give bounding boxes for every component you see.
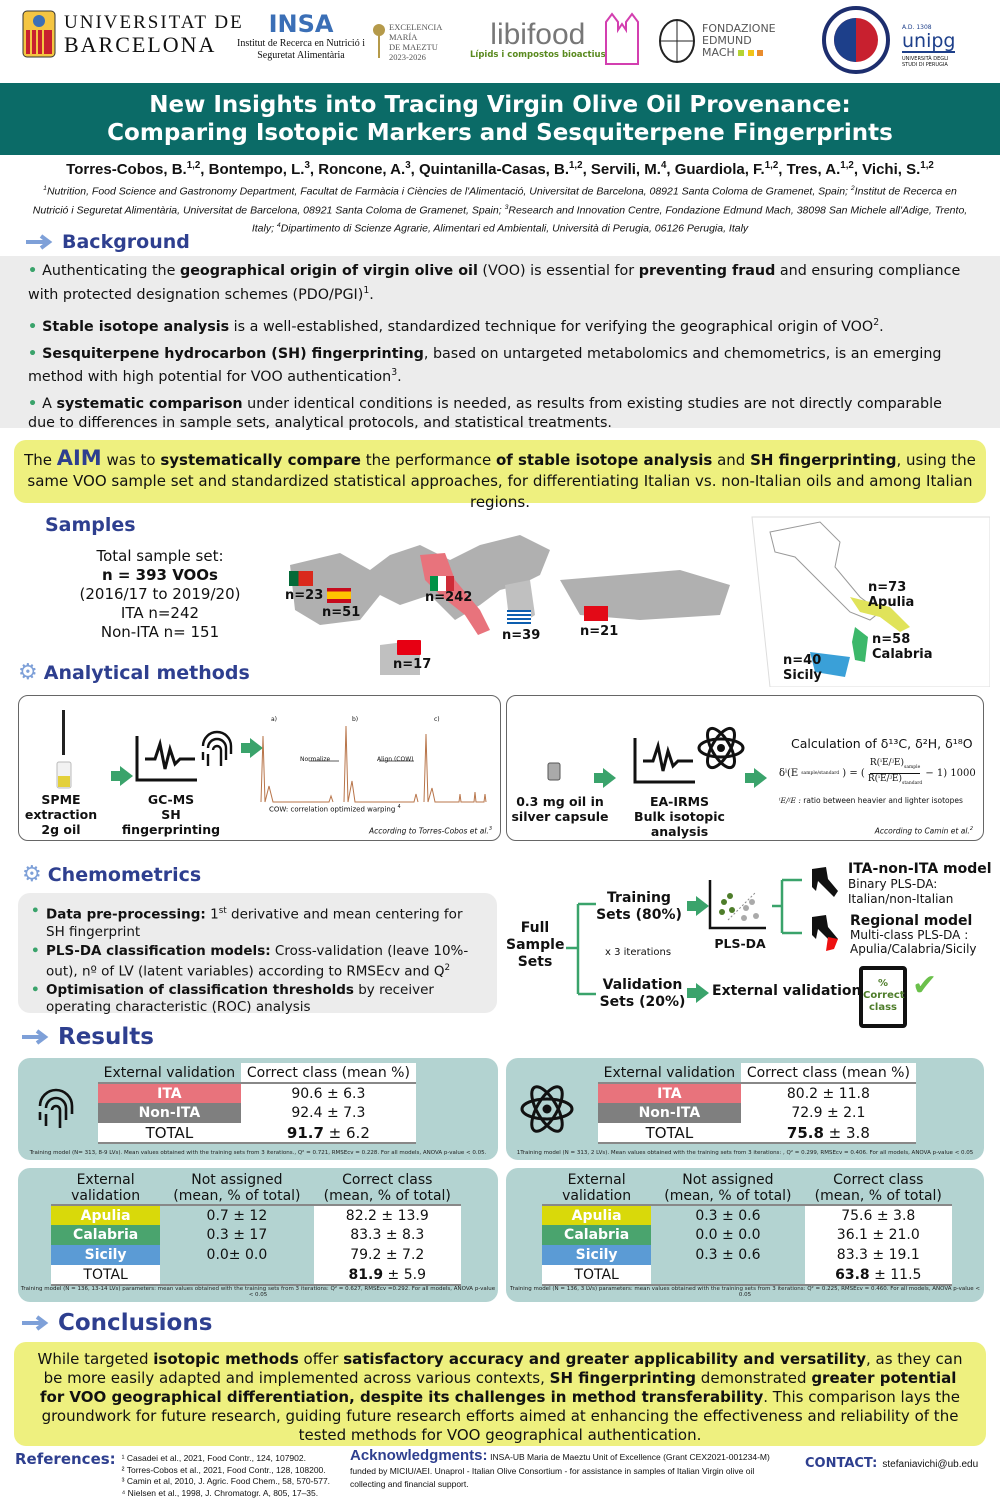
chromatogram-icon bbox=[135, 734, 205, 784]
conclusions-heading bbox=[22, 1310, 212, 1336]
title-line2: Comparing Isotopic Markers and Sesquiterpene Fingerprints bbox=[107, 120, 893, 146]
contact-email[interactable]: stefaniavichi@ub.edu bbox=[882, 1459, 979, 1470]
normalize-label: Normalize bbox=[300, 756, 331, 763]
text-segment: and bbox=[712, 451, 751, 469]
text-segment: , Roncone, A. bbox=[309, 161, 406, 178]
ub-line1: UNIVERSITAT DE bbox=[64, 12, 244, 33]
aim-box bbox=[14, 440, 986, 511]
results-table bbox=[598, 1063, 916, 1144]
text-segment: , based on untargeted metabolomics and chemometrics, is an emerging method with high potential for VOO authentication bbox=[28, 345, 942, 386]
background-heading bbox=[26, 231, 190, 253]
acknowledgments-label: Acknowledgments: bbox=[350, 1447, 488, 1464]
superscript: 1,2 bbox=[186, 160, 201, 171]
logo-bar bbox=[0, 0, 1000, 82]
table-row: Sicily 0.0± 0.0 79.2 ± 7.2 bbox=[51, 1245, 461, 1265]
superscript: 3 bbox=[391, 367, 398, 379]
table-footnote: Training model (N = 136, 3 LVs) parameters: mean values obtained with the training sets from 3 iterations: Q² = 0.225, RMSEcv = 0.460. For all models, ANOVA p-value < 0.05 bbox=[510, 1286, 980, 1298]
superscript: 2 bbox=[850, 185, 855, 192]
text-segment: , Bontempo, L. bbox=[200, 161, 305, 178]
superscript: 1 bbox=[363, 285, 370, 296]
flow-arrow-icon bbox=[120, 766, 133, 786]
reference-item: ⁴ Nielsen et al., 1998, J. Chromatogr. A, 805, 17–35. bbox=[121, 1487, 319, 1498]
tunisia-flag-icon bbox=[397, 640, 421, 655]
country-count: n=51 bbox=[322, 605, 361, 620]
aim-text bbox=[27, 451, 976, 511]
regional-model: Regional model Multi-class PLS-DA : Apulia/Calabria/Sicily bbox=[850, 913, 977, 956]
column-header: External validation bbox=[542, 1172, 651, 1205]
panel-label: c) bbox=[434, 716, 440, 723]
iso-step1-label: 0.3 mg oil in silver capsule bbox=[511, 794, 609, 824]
flow-arrow-icon bbox=[754, 768, 767, 788]
bullet-icon: • bbox=[28, 318, 43, 335]
chemometrics-bullet bbox=[46, 943, 483, 981]
sh-step2-label: GC-MS SH fingerprinting bbox=[121, 792, 221, 837]
column-header: Correct class (mean, % of total) bbox=[314, 1172, 461, 1205]
panel-label: a) bbox=[271, 716, 278, 723]
superscript: 3 bbox=[304, 160, 310, 171]
references-label: References: bbox=[15, 1450, 116, 1468]
sample-line: (2016/17 to 2019/20) bbox=[79, 585, 241, 603]
text-segment: A bbox=[42, 396, 57, 413]
plsda-scatter-icon bbox=[708, 880, 768, 930]
arrow-right-icon bbox=[22, 1315, 52, 1331]
bold-text: Stable isotope analysis bbox=[42, 318, 230, 335]
bullet-icon: • bbox=[28, 396, 43, 413]
bold-text: systematic comparison bbox=[56, 396, 243, 413]
reference-item: ³ Camin et al, 2010, J. Agric. Food Chem., 58, 570-577. bbox=[121, 1476, 331, 1486]
text-segment: Authenticating the bbox=[42, 263, 180, 279]
region-apulia: n=73 Apulia bbox=[868, 580, 915, 610]
table-total-row: TOTAL 91.7 ± 6.2 bbox=[98, 1123, 416, 1143]
table-total-row: TOTAL 81.9 ± 5.9 bbox=[51, 1265, 461, 1285]
bold-text: Data pre-processing: bbox=[46, 906, 206, 923]
maeztu-line: EXCELENCIA bbox=[389, 22, 443, 32]
text-segment: Torres-Cobos, B. bbox=[66, 161, 187, 178]
text-segment: , Quintanilla-Casas, B. bbox=[410, 161, 569, 178]
table-total-row: TOTAL 75.8 ± 3.8 bbox=[598, 1123, 916, 1143]
text-segment: is a well-established, standardized technique for verifying the geographical origin of VOO bbox=[229, 318, 874, 335]
align-label: Align (COW) bbox=[377, 756, 414, 763]
italy-silhouette-icon bbox=[808, 865, 842, 903]
superscript: 1,2 bbox=[764, 160, 779, 171]
table-footnote: 1Training model (N = 313, 2 LVs). Mean values obtained with the training sets from 3 iterations: , Q² = 0.299, RMSEcv = 0.406. For all models, ANOVA p-value < 0.05 bbox=[516, 1150, 974, 1156]
validation-sets: Validation Sets (20%) bbox=[599, 977, 686, 1010]
insa-subtitle: Institut de Recerca en Nutrició i Seguretat Alimentària bbox=[236, 38, 365, 61]
references bbox=[15, 1450, 330, 1499]
maeztu-line: MARÍA bbox=[389, 32, 418, 42]
training-sets: Training Sets (80%) bbox=[596, 890, 682, 923]
perugia-seal-icon bbox=[822, 6, 890, 74]
text-segment: . This comparison lays the groundwork for future research, guiding future research efforts aimed at enhancing the effectiveness and reliability of the tested methods for VOO geographical authentication. bbox=[41, 1388, 960, 1444]
clipboard-icon: % Correct class bbox=[859, 966, 907, 1028]
superscript: 3 bbox=[405, 160, 411, 171]
iso-regional-results bbox=[506, 1168, 984, 1302]
text-segment: the performance bbox=[360, 451, 496, 469]
table-row: Non-ITA 72.9 ± 2.1 bbox=[598, 1103, 916, 1123]
results-table bbox=[98, 1063, 416, 1144]
fem-logo bbox=[658, 18, 776, 64]
column-header: External validation bbox=[598, 1063, 741, 1083]
sample-line: ITA n=242 bbox=[120, 604, 200, 622]
chemometrics-flow bbox=[500, 850, 1000, 1030]
column-header: External validation bbox=[98, 1063, 241, 1083]
atom-icon bbox=[520, 1082, 574, 1136]
external-validation-label: External validation bbox=[712, 983, 862, 999]
flow-arrow-icon bbox=[696, 983, 709, 1003]
ub-logo bbox=[22, 10, 244, 58]
chemometrics-bullet bbox=[46, 982, 483, 1016]
bold-text: preventing fraud bbox=[638, 263, 776, 279]
text-segment: offer bbox=[298, 1350, 344, 1368]
table-row: Sicily 0.3 ± 0.6 83.3 ± 19.1 bbox=[542, 1245, 952, 1265]
superscript: 1 bbox=[43, 185, 47, 192]
fingerprint-icon bbox=[199, 726, 235, 770]
insa-logo bbox=[236, 10, 366, 62]
italy-regions-silhouette-icon bbox=[808, 913, 842, 953]
delta-formula: δⁱ(E sample/standard ) = ( $R(^iE/ʲE)_{sample}$ $R(^iE/ʲE)_{standard}$ − 1) 1000 bbox=[779, 758, 976, 786]
ub-line2: BARCELONA bbox=[64, 32, 217, 57]
iso-binary-results bbox=[506, 1058, 984, 1160]
table-row: Apulia 0.7 ± 12 82.2 ± 13.9 bbox=[51, 1205, 461, 1225]
fem-line: EDMUND bbox=[702, 34, 752, 47]
country-count: n=21 bbox=[580, 624, 619, 639]
chemometrics-box bbox=[18, 893, 497, 1013]
chromatogram-icon bbox=[633, 736, 703, 786]
bold-text: SH fingerprinting bbox=[549, 1369, 697, 1387]
unipg-year: A.D. 1308 bbox=[902, 24, 932, 31]
flow-arrow-icon bbox=[603, 768, 616, 788]
results-table bbox=[51, 1172, 461, 1286]
chromatogram-panel-b bbox=[344, 726, 418, 802]
portugal-flag-icon bbox=[289, 571, 313, 586]
chemometrics-bullet bbox=[46, 903, 483, 941]
contact-label: CONTACT: bbox=[805, 1456, 878, 1471]
samples-heading bbox=[45, 514, 136, 536]
reference-item: ¹ Casadei et al., 2021, Food Contr., 124, 107902. bbox=[121, 1453, 306, 1463]
bold-text: of stable isotope analysis bbox=[495, 451, 713, 469]
text-segment: Dipartimento di Scienze Agrarie, Alimentari ed Ambientali, Università di Perugia, 06126 Perugia, Italy bbox=[280, 222, 749, 235]
text-segment: , Vichi, S. bbox=[853, 161, 921, 178]
libifood-subtitle: Lípids i compostos bioactius bbox=[470, 50, 606, 60]
fem-crest-icon bbox=[658, 18, 696, 64]
faculty-logo bbox=[600, 12, 640, 68]
superscript: st bbox=[218, 906, 227, 916]
text-segment: derivative and mean centering for SH fingerprint bbox=[46, 906, 463, 940]
spme-vial-icon bbox=[54, 710, 74, 790]
chromatogram-panel-c bbox=[424, 734, 486, 802]
aim-pre: The bbox=[24, 451, 57, 469]
unipg-name: unipg bbox=[902, 30, 956, 52]
column-header: Correct class (mean %) bbox=[241, 1063, 416, 1083]
authors bbox=[0, 160, 1000, 178]
text-segment: . bbox=[369, 286, 374, 303]
maeztu-line: 2023-2026 bbox=[389, 52, 426, 62]
full-sample-sets: Full Sample Sets bbox=[506, 920, 565, 970]
sh-source: According to Torres-Cobos et al.$^3$ bbox=[368, 826, 492, 836]
maeztu-line: DE MAEZTU bbox=[389, 42, 438, 52]
country-count: n=242 bbox=[425, 590, 473, 605]
column-header: Not assigned (mean, % of total) bbox=[160, 1172, 313, 1205]
table-row: Calabria 0.0 ± 0.0 36.1 ± 21.0 bbox=[542, 1225, 952, 1245]
country-count: n=23 bbox=[285, 588, 324, 603]
section-title: Conclusions bbox=[58, 1310, 213, 1336]
bullet-icon: • bbox=[28, 263, 43, 279]
conclusions-box bbox=[14, 1342, 986, 1446]
chromatogram-panel-a bbox=[261, 736, 333, 802]
text-segment: , Guardiola, F. bbox=[666, 161, 765, 178]
region-sicily: n=40 Sicily bbox=[783, 653, 822, 683]
bold-text: isotopic methods bbox=[153, 1350, 299, 1368]
text-segment: , Tres, A. bbox=[778, 161, 841, 178]
section-title: Results bbox=[58, 1024, 154, 1050]
text-segment: Nutrition, Food Science and Gastronomy Department, Facultat de Farmàcia i Ciències de l'Alimentació, Universitat de Barcelona, 08921 Santa Coloma de Gramenet, Spain; bbox=[46, 185, 851, 198]
sh-regional-results bbox=[18, 1168, 498, 1302]
sample-line: Total sample set: bbox=[96, 547, 224, 565]
reference-item: ² Torres-Cobos et al., 2021, Food Contr., 128, 108200. bbox=[121, 1464, 326, 1475]
text-segment: and ensuring compliance with protected designation schemes (PDO/PGI) bbox=[28, 263, 961, 303]
bold-text: greater potential for VOO geographical differentiation, despite its challenges in method transferability bbox=[39, 1369, 957, 1406]
bold-text: geographical origin of virgin olive oil bbox=[179, 263, 478, 279]
italy-regions-map bbox=[740, 512, 990, 687]
gears-icon: ⚙ bbox=[22, 862, 42, 887]
country-count: n=17 bbox=[393, 657, 432, 672]
superscript: 4 bbox=[660, 160, 667, 171]
background-bullet bbox=[28, 395, 972, 433]
bullet-icon: • bbox=[28, 345, 43, 362]
acknowledgments bbox=[350, 1447, 780, 1492]
aim-word: AIM bbox=[56, 446, 102, 470]
contact bbox=[805, 1452, 978, 1472]
arrow-right-icon bbox=[26, 234, 56, 250]
column-header: Not assigned (mean, % of total) bbox=[651, 1172, 804, 1205]
insa-name: INSA bbox=[268, 10, 334, 38]
poster-title bbox=[0, 83, 1000, 155]
chemometrics-heading bbox=[22, 862, 201, 887]
arrow-right-icon bbox=[22, 1029, 52, 1045]
table-footnote: Training model (N = 136, 13-14 LVs) parameters: mean values obtained with the training sets from 3 iterations: Q² = 0.627, RMSEcv =0.292. For all models, ANOVA p-value < 0.05 bbox=[20, 1286, 496, 1298]
cow-definition: COW: correlation optimized warping $^4$ bbox=[269, 804, 401, 814]
turkey-flag-icon bbox=[584, 606, 608, 621]
table-row: ITA 90.6 ± 6.3 bbox=[98, 1083, 416, 1103]
sh-binary-results bbox=[18, 1058, 498, 1160]
greece-flag-icon bbox=[507, 610, 531, 625]
section-title: Chemometrics bbox=[47, 863, 202, 886]
superscript: 2 bbox=[873, 316, 880, 328]
text-segment: While targeted bbox=[37, 1350, 154, 1368]
results-heading bbox=[22, 1024, 154, 1050]
unipg-subtitle: UNIVERSITÀ DEGLI STUDI DI PERUGIA bbox=[902, 56, 949, 68]
bold-text: PLS-DA classification models: bbox=[46, 942, 271, 959]
checkmark-icon: ✔ bbox=[912, 968, 938, 1003]
model-bracket bbox=[772, 878, 802, 938]
spain-flag-icon bbox=[327, 588, 351, 603]
table-row: Calabria 0.3 ± 17 83.3 ± 8.3 bbox=[51, 1225, 461, 1245]
table-row: Apulia 0.3 ± 0.6 75.6 ± 3.8 bbox=[542, 1205, 952, 1225]
plsda-label: PLS-DA bbox=[714, 936, 766, 951]
perugia-seal bbox=[822, 6, 890, 74]
bold-text: Sesquiterpene hydrocarbon (SH) fingerprinting bbox=[42, 345, 424, 362]
section-title: Background bbox=[62, 231, 190, 253]
ratio-definition: ⁱE/ʲE : ratio between heavier and lighter isotopes bbox=[779, 796, 963, 805]
methods-heading bbox=[18, 660, 250, 685]
text-segment: was to bbox=[101, 451, 161, 469]
ub-shield-icon bbox=[22, 10, 56, 58]
acknowledgments-text: INSA-UB Maria de Maeztu Unit of Excellence (Grant CEX2021-001234-M) funded by MICIU/AEI. Unaprol - Italian Olive Consortium - for assistance in samples of Italian Virgin olive oil collecting and financial support. bbox=[350, 1452, 770, 1489]
superscript: 1,2 bbox=[840, 160, 854, 171]
table-total-row: TOTAL 63.8 ± 11.5 bbox=[542, 1265, 952, 1285]
unipg-logo bbox=[902, 24, 964, 68]
ita-model: ITA-non-ITA model Binary PLS-DA: Italian/non-Italian bbox=[848, 861, 992, 906]
bold-text: SH fingerprinting bbox=[750, 451, 897, 469]
samples-summary bbox=[40, 547, 280, 642]
text-segment: (VOO) is essential for bbox=[477, 263, 639, 279]
iterations-label: x 3 iterations bbox=[605, 947, 672, 958]
table-footnote: Training model (N= 313, 8-9 LVs). Mean values obtained with the training sets from 3 iterations., Q² = 0.721, RMSEcv = 0.228. For all models, ANOVA p-value < 0.05. bbox=[29, 1150, 487, 1156]
sh-step1-label: SPME extraction 2g oil bbox=[24, 792, 98, 837]
superscript: 2 bbox=[444, 962, 451, 973]
isotope-method-box bbox=[506, 695, 984, 841]
column-header: Correct class (mean %) bbox=[741, 1063, 916, 1083]
text-segment: Cross-validation (leave 10%-out), nº of LV (latent variables) according to RMSEcv and Q bbox=[46, 942, 469, 979]
silver-capsule-icon bbox=[547, 761, 561, 781]
bold-text: Optimisation of classification thresholds bbox=[46, 982, 354, 998]
superscript: 1,2 bbox=[569, 160, 583, 171]
superscript: 4 bbox=[276, 222, 281, 229]
fingerprint-icon bbox=[36, 1086, 76, 1132]
bold-text: systematically compare bbox=[160, 451, 361, 469]
faculty-crest-icon bbox=[600, 12, 640, 68]
section-title: Samples bbox=[45, 514, 136, 536]
sh-method-box bbox=[18, 695, 501, 841]
table-row: Non-ITA 92.4 ± 7.3 bbox=[98, 1103, 416, 1123]
text-segment: , Servili, M. bbox=[582, 161, 661, 178]
sample-line: Non-ITA n= 151 bbox=[100, 623, 220, 641]
results-table bbox=[542, 1172, 952, 1286]
text-segment: 1 bbox=[205, 906, 219, 923]
text-segment: under identical conditions is needed, as results from existing studies are not directly comparable due to differences in sample sets, analytical protocols, and statistical treatments. bbox=[28, 396, 942, 432]
iso-source: According to Camin et al.$^2$ bbox=[874, 826, 973, 836]
superscript: 1,2 bbox=[920, 160, 934, 171]
iso-step2-label: EA-IRMS Bulk isotopic analysis bbox=[634, 794, 725, 839]
section-title: Analytical methods bbox=[43, 661, 250, 684]
text-segment: , using the same VOO sample set and standardized statistical approaches, for differentiating Italian vs. non-Italian oils and among Italian regions. bbox=[27, 451, 976, 511]
background-bullet bbox=[28, 262, 972, 305]
maeztu-logo bbox=[373, 22, 442, 62]
isotope-calculation-title: Calculation of δ¹³C, δ²H, δ¹⁸O bbox=[791, 736, 973, 751]
atom-icon bbox=[697, 724, 745, 772]
text-segment: , as they can be more easily adapted and implemented across various contexts, bbox=[43, 1350, 963, 1387]
sample-total: n = 393 VOOs bbox=[101, 566, 218, 584]
fem-line: FONDAZIONE bbox=[702, 22, 776, 35]
italy-flag-icon bbox=[430, 576, 454, 591]
text-segment: Research and Innovation Centre, Fondazione Edmund Mach, 38098 San Michele all'Adige, Trento, Italy; bbox=[251, 204, 968, 235]
split-bracket bbox=[566, 900, 596, 1000]
region-calabria: n=58 Calabria bbox=[872, 632, 933, 662]
country-count: n=39 bbox=[502, 628, 541, 643]
column-header: Correct class (mean, % of total) bbox=[805, 1172, 952, 1205]
gears-icon: ⚙ bbox=[18, 660, 38, 685]
affiliations bbox=[30, 181, 970, 237]
background-box bbox=[0, 256, 1000, 432]
text-segment: . bbox=[397, 369, 402, 386]
background-bullet bbox=[28, 313, 972, 337]
libifood-name: libifood bbox=[490, 18, 586, 51]
maeztu-seal-icon bbox=[373, 22, 385, 62]
text-segment: by receiver operating characteristic (ROC) analysis bbox=[46, 982, 434, 1015]
libifood-logo bbox=[470, 20, 606, 60]
text-segment: demonstrated bbox=[696, 1369, 812, 1387]
text-segment: Institut de Recerca en Nutrició i Seguretat Alimentària, Universitat de Barcelona, 08921 Santa Coloma de Gramenet, Spain; bbox=[32, 185, 957, 216]
column-header: External validation bbox=[51, 1172, 160, 1205]
panel-label: b) bbox=[352, 716, 359, 723]
superscript: 3 bbox=[504, 203, 509, 211]
background-bullet bbox=[28, 345, 972, 388]
title-line1: New Insights into Tracing Virgin Olive Oil Provenance: bbox=[149, 92, 851, 118]
fem-line: MACH bbox=[702, 47, 776, 59]
text-segment: . bbox=[879, 318, 884, 335]
table-row: ITA 80.2 ± 11.8 bbox=[598, 1083, 916, 1103]
bold-text: satisfactory accuracy and greater applicability and versatility bbox=[343, 1350, 866, 1368]
